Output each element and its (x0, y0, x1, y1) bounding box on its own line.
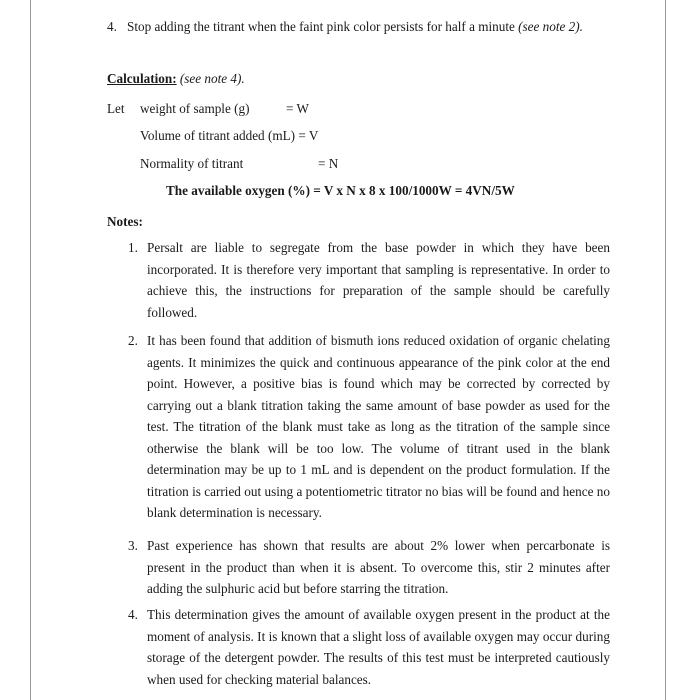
step-text-body: Stop adding the titrant when the faint pink color persists for half a minute (127, 19, 519, 34)
note-number: 4. (128, 607, 138, 622)
normality-symbol: = N (318, 156, 339, 171)
step-text (127, 16, 617, 37)
calculation-heading (107, 68, 245, 89)
step-number: 4. (107, 19, 117, 34)
volume-label: Volume of titrant added (mL) = V (140, 128, 319, 143)
note-number: 1. (128, 240, 138, 255)
calculation-label: Calculation: (107, 71, 177, 86)
weight-label: weight of sample (g) (140, 101, 250, 116)
note-number: 3. (128, 538, 138, 553)
available-oxygen-formula: The available oxygen (%) = V x N x 8 x 100/1000W = 4VN/5W (166, 183, 515, 198)
note-text: This determination gives the amount of available oxygen present in the product at the moment of analysis. It is known that a slight loss of available oxygen may occur during storage of the detergent powder. The results of this test must be interpreted cautiously when used for checking material balances. (147, 607, 610, 687)
note-text: It has been found that addition of bismuth ions reduced oxidation of organic chelating agents. It minimizes the quick and continuous appearance of the pink color at the end point. However, a positive bias is found which may be corrected by corrected by carrying out a blank titration taking the same amount of base powder as used for the test. The titration of the blank must take as long as the titration of the sample since otherwise the blank will be too low. The volume of titrant used in the blank determination may be up to 1 mL and is dependent on the product formulation. If the titration is carried out using a potentiometric titrator no bias will be found and hence no blank determination is necessary. (147, 333, 610, 520)
note-item-3 (128, 535, 610, 600)
note-item-4 (128, 604, 610, 690)
step-note-reference: (see note 2). (518, 19, 583, 34)
note-number: 2. (128, 333, 138, 348)
notes-heading: Notes: (107, 214, 143, 229)
normality-label: Normality of titrant (140, 156, 244, 171)
procedure-step-4 (107, 16, 617, 37)
note-item-1 (128, 237, 610, 323)
note-item-2 (128, 330, 610, 524)
let-word: Let (107, 101, 125, 116)
note-text: Past experience has shown that results are about 2% lower when percarbonate is present in the product than when it is absent. To overcome this, stir 2 minutes after adding the sulphuric acid but before starring the titration. (147, 538, 610, 596)
calculation-note-reference: (see note 4). (179, 71, 245, 86)
weight-symbol: = W (286, 101, 309, 116)
note-text: Persalt are liable to segregate from the base powder in which they have been incorporated. It is therefore very important that sampling is representative. In order to achieve this, the instructions for preparation of the sample should be carefully followed. (147, 240, 610, 320)
